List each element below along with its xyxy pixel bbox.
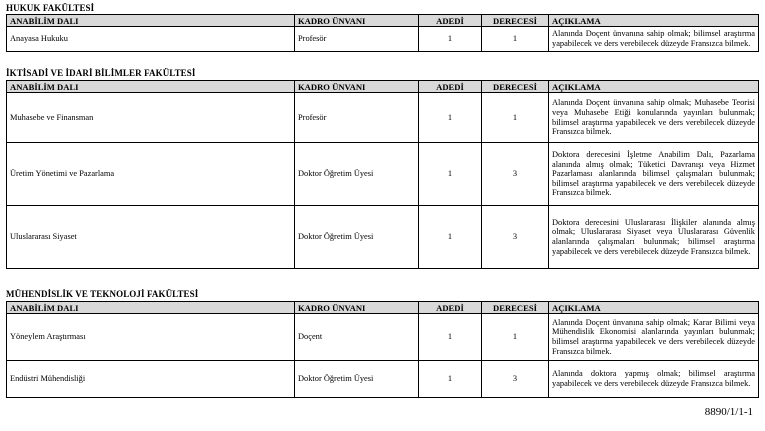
cell-department: Yöneylem Araştırması [7, 314, 295, 361]
header-position: KADRO ÜNVANI [295, 302, 419, 314]
section-title-law: HUKUK FAKÜLTESİ [6, 3, 95, 13]
cell-position: Doktor Öğretim Üyesi [295, 361, 419, 398]
table-law [6, 14, 759, 52]
cell-degree: 3 [482, 361, 549, 398]
header-description: AÇIKLAMA [549, 81, 759, 93]
table-row [7, 27, 759, 52]
cell-description: Doktora derecesini İşletme Anabilim Dalı, Pazarlama alanında almış olmak; Tüketici Davranışı veya Hizmet Pazarlaması alanlarında bilimsel çalışmaları bulunmak; bilimsel araştırma yapabilecek ve ders verebilecek düzeyde Fransızca bilmek. [549, 143, 759, 206]
header-position: KADRO ÜNVANI [295, 15, 419, 27]
cell-count: 1 [419, 143, 482, 206]
cell-department: Muhasebe ve Finansman [7, 93, 295, 143]
table-row [7, 143, 759, 206]
header-position: KADRO ÜNVANI [295, 81, 419, 93]
header-degree: DERECESİ [482, 15, 549, 27]
section-title-engineering: MÜHENDİSLİK VE TEKNOLOJİ FAKÜLTESİ [6, 289, 199, 299]
table-row [7, 314, 759, 361]
header-department: ANABİLİM DALI [7, 302, 295, 314]
table-row [7, 206, 759, 269]
header-count: ADEDİ [419, 81, 482, 93]
cell-count: 1 [419, 93, 482, 143]
header-department: ANABİLİM DALI [7, 81, 295, 93]
document-reference-number: 8890/1/1-1 [704, 406, 753, 418]
cell-degree: 3 [482, 143, 549, 206]
header-count: ADEDİ [419, 302, 482, 314]
table-header [7, 81, 759, 93]
cell-department: Uluslararası Siyaset [7, 206, 295, 269]
cell-count: 1 [419, 206, 482, 269]
header-degree: DERECESİ [482, 302, 549, 314]
table-engineering [6, 301, 759, 398]
header-count: ADEDİ [419, 15, 482, 27]
cell-degree: 3 [482, 206, 549, 269]
cell-position: Doktor Öğretim Üyesi [295, 206, 419, 269]
cell-degree: 1 [482, 314, 549, 361]
table-header [7, 15, 759, 27]
header-description: AÇIKLAMA [549, 15, 759, 27]
table-row [7, 361, 759, 398]
table-header [7, 302, 759, 314]
cell-position: Doktor Öğretim Üyesi [295, 143, 419, 206]
cell-position: Doçent [295, 314, 419, 361]
header-degree: DERECESİ [482, 81, 549, 93]
cell-description: Alanında Doçent ünvanına sahip olmak; Karar Bilimi veya Mühendislik Ekonomisi alanlarında yayınları bulunmak; bilimsel araştırma yapabilecek ve ders verebilecek düzeyde Fransızca bilmek. [549, 314, 759, 361]
cell-department: Endüstri Mühendisliği [7, 361, 295, 398]
cell-count: 1 [419, 27, 482, 52]
table-row [7, 93, 759, 143]
cell-count: 1 [419, 314, 482, 361]
cell-department: Üretim Yönetimi ve Pazarlama [7, 143, 295, 206]
cell-department: Anayasa Hukuku [7, 27, 295, 52]
cell-count: 1 [419, 361, 482, 398]
cell-description: Alanında doktora yapmış olmak; bilimsel araştırma yapabilecek ve ders verebilecek düzeyde Fransızca bilmek. [549, 361, 759, 398]
section-title-economics: İKTİSADİ VE İDARİ BİLİMLER FAKÜLTESİ [6, 68, 196, 78]
cell-description: Alanında Doçent ünvanına sahip olmak; Muhasebe Teorisi veya Muhasebe Etiği konularında yayınları bulunmak; bilimsel araştırma yapabilecek ve ders verebilecek düzeyde Fransızca bilmek. [549, 93, 759, 143]
cell-degree: 1 [482, 27, 549, 52]
header-description: AÇIKLAMA [549, 302, 759, 314]
cell-degree: 1 [482, 93, 549, 143]
table-economics [6, 80, 759, 269]
cell-description: Doktora derecesini Uluslararası İlişkiler alanında almış olmak; Uluslararası Siyaset veya Uluslararası Güvenlik alanlarında çalışmaları bulunmak; bilimsel araştırma yapabilecek ve ders verebilecek düzeyde Fransızca bilmek. [549, 206, 759, 269]
header-department: ANABİLİM DALI [7, 15, 295, 27]
cell-description: Alanında Doçent ünvanına sahip olmak; bilimsel araştırma yapabilecek ve ders verebilecek düzeyde Fransızca bilmek. [549, 27, 759, 52]
cell-position: Profesör [295, 93, 419, 143]
cell-position: Profesör [295, 27, 419, 52]
